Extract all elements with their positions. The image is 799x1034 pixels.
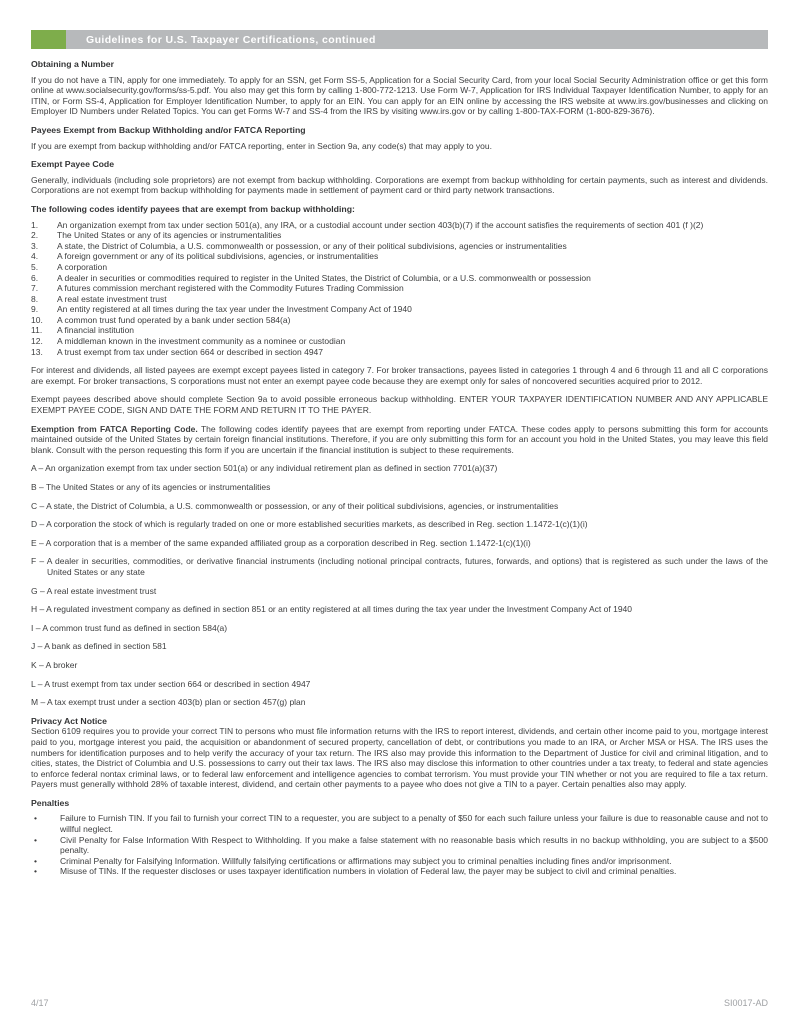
fatca-code-l: L – A trust exempt from tax under section 664 or described in section 4947 <box>31 678 311 689</box>
list-text: A real estate investment trust <box>57 293 167 304</box>
bullet-marker: • <box>34 813 37 824</box>
paragraph-obtaining-a-number: If you do not have a TIN, apply for one immediately. To apply for an SSN, get Form SS-5, Application for a Social Security Card, from your local Social Security Administration office or get this form online at www.socialsecurity.gov/forms/ss-5.pdf. You also may get this form by calling 1-800-772-1213. Use Form W-7, Application for IRS Individual Taxpayer Identification Number, to apply for an ITIN, or Form SS-4, Application for Employer Identification Number, to apply for an EIN. You can apply for an EIN online by accessing the IRS website at www.irs.gov/businesses and clicking on Employer ID Numbers under Related Topics. You can get Forms W-7 and SS-4 from the IRS by visiting www.irs.gov or by calling 1-800-TAX-FORM (1-800-829-3676). <box>31 74 768 117</box>
list-text: A corporation <box>57 261 108 272</box>
list-number: 10. <box>31 314 43 325</box>
exempt-codes-list <box>31 220 768 358</box>
heading-codes-intro: The following codes identify payees that are exempt from backup withholding: <box>31 203 355 214</box>
exempt-code-item-13 <box>31 347 768 358</box>
fatca-code-b: B – The United States or any of its agencies or instrumentalities <box>31 482 271 492</box>
list-text: A middleman known in the investment community as a nominee or custodian <box>57 336 346 347</box>
page-number: 4/17 <box>31 998 49 1008</box>
paragraph-fatca-exemption <box>31 424 768 456</box>
list-text: A common trust fund operated by a bank under section 584(a) <box>57 314 291 325</box>
exempt-code-item-2 <box>31 230 768 241</box>
paragraph-payees-exempt: If you are exempt from backup withholding and/or FATCA reporting, enter in Section 9a, any code(s) that may apply to you. <box>31 140 492 151</box>
penalty-item-1 <box>31 813 768 834</box>
list-text: A financial institution <box>57 325 135 336</box>
list-text: The United States or any of its agencies or instrumentalities <box>57 230 282 241</box>
bullet-marker: • <box>34 866 37 877</box>
fatca-code-g: G – A real estate investment trust <box>31 585 157 596</box>
penalty-item-4 <box>31 866 768 877</box>
list-text: An entity registered at all times during the tax year under the Investment Company Act of 1940 <box>57 304 412 315</box>
fatca-codes-list <box>31 463 768 707</box>
penalty-text: Civil Penalty for False Information With Respect to Withholding. If you make a false statement with no reasonable basis which results in no backup withholding, you are subject to a $500 penalty. <box>60 834 768 856</box>
list-number: 8. <box>31 293 39 304</box>
fatca-code-h: H – A regulated investment company as defined in section 851 or an entity registered at all times during the tax year under the Investment Company Act of 1940 <box>31 604 633 615</box>
heading-obtaining-a-number: Obtaining a Number <box>31 59 115 69</box>
list-text: A state, the District of Columbia, a U.S. commonwealth or possession, or any of their political subdivisions, agencies or instrumentalities <box>57 240 567 251</box>
list-number: 2. <box>31 230 39 241</box>
page-header <box>31 30 768 49</box>
paragraph-exempt-payees-complete: Exempt payees described above should complete Section 9a to avoid possible erroneous backup withholding. ENTER YOUR TAXPAYER IDENTIFICATION NUMBER AND ANY APPLICABLE EXEMPT PAYEE CODE, SIGN AND DATE THE FORM AND RETURN IT TO THE PAYER. <box>31 394 768 416</box>
penalty-item-3 <box>31 856 768 867</box>
page-title: Guidelines for U.S. Taxpayer Certifications, continued <box>86 33 376 46</box>
exempt-code-item-3 <box>31 241 768 252</box>
list-number: 5. <box>31 261 39 272</box>
list-number: 7. <box>31 283 39 294</box>
fatca-code-i: I – A common trust fund as defined in section 584(a) <box>31 622 228 633</box>
penalties-list <box>31 813 768 877</box>
doc-code: SI0017-AD <box>723 998 768 1008</box>
heading-privacy-act-notice: Privacy Act Notice <box>31 715 107 726</box>
list-text: An organization exempt from tax under section 501(a), any IRA, or a custodial account under section 403(b)(7) if the account satisfies the requirements of section 401 (f )(2) <box>57 219 704 230</box>
fatca-code-a: A – An organization exempt from tax under section 501(a) or any individual retirement plan as defined in section 7701(a)(37) <box>31 463 498 474</box>
paragraph-exempt-payee-code: Generally, individuals (including sole proprietors) are not exempt from backup withholding. Corporations are exempt from backup withholding for certain payments, such as interest and dividends. Corporations are not exempt from backup withholding for payments made in settlement of payment card or third party network transactions. <box>31 174 768 196</box>
penalty-text: Misuse of TINs. If the requester discloses or uses taxpayer identification numbers in violation of Federal law, the payer may be subject to civil and criminal penalties. <box>60 866 677 877</box>
heading-payees-exempt: Payees Exempt from Backup Withholding and/or FATCA Reporting <box>31 124 306 135</box>
list-number: 1. <box>31 219 39 230</box>
list-number: 6. <box>31 272 39 283</box>
exempt-code-item-9 <box>31 304 768 315</box>
heading-penalties: Penalties <box>31 797 70 808</box>
document-content <box>31 59 768 885</box>
list-text: A foreign government or any of its political subdivisions, agencies, or instrumentalities <box>57 251 379 262</box>
list-number: 12. <box>31 336 43 347</box>
penalty-text: Failure to Furnish TIN. If you fail to furnish your correct TIN to a requester, you are subject to a penalty of $50 for each such failure unless your failure is due to reasonable cause and not to willful neglect. <box>60 813 768 835</box>
exempt-code-item-1 <box>31 220 768 231</box>
fatca-lead-body: The following codes identify payees that are exempt from reporting under FATCA. These codes apply to persons submitting this form for accounts maintained outside of the United States by certain foreign financial institutions. Therefore, if you are only submitting this form for an account you hold in the United States, you may leave this field blank. Consult with the person requesting this form if you are uncertain if the financial institution is subject to these requirements. <box>31 423 769 455</box>
heading-exempt-payee-code: Exempt Payee Code <box>31 159 115 170</box>
paragraph-privacy-act-notice: Section 6109 requires you to provide your correct TIN to persons who must file information returns with the IRS to report interest, dividends, and certain other income paid to you, mortgage interest paid to you, mortgage interest you paid, the acquisition or abandonment of secured property, cancellation of debt, or contributions you made to an IRA, or Archer MSA or HSA. The IRS uses the numbers for identification purposes and to help verify the accuracy of your tax return. The IRS also may provide this information to the Department of Justice for civil and criminal litigation, and to cities, states, the District of Columbia and U.S. possessions to carry out their tax laws. The IRS also may disclose this information to other countries under a tax treaty, to federal and state agencies to enforce federal nontax criminal laws, or to federal law enforcement and intelligence agencies to combat terrorism. You must provide your TIN whether or not you are required to file a tax return. Payers must generally withhold 28% of taxable interest, dividend, and certain other payments to a payee who does not give a TIN to a payer. Certain penalties also may apply. <box>31 726 768 790</box>
fatca-code-k: K – A broker <box>31 659 78 670</box>
header-title-bar <box>66 30 768 49</box>
exempt-code-item-10 <box>31 315 768 326</box>
exempt-code-item-12 <box>31 336 768 347</box>
list-number: 13. <box>31 346 43 357</box>
fatca-code-j: J – A bank as defined in section 581 <box>31 641 167 652</box>
exempt-code-item-5 <box>31 262 768 273</box>
fatca-code-d: D – A corporation the stock of which is regularly traded on one or more established securities markets, as described in Reg. section 1.1472-1(c)(1)(i) <box>31 519 588 530</box>
penalty-item-2 <box>31 835 768 856</box>
exempt-code-item-6 <box>31 273 768 284</box>
list-number: 3. <box>31 240 39 251</box>
list-number: 11. <box>31 325 43 336</box>
bullet-marker: • <box>34 855 37 866</box>
page-footer <box>31 998 768 1008</box>
exempt-code-item-8 <box>31 294 768 305</box>
list-text: A futures commission merchant registered with the Commodity Futures Trading Commission <box>57 283 404 294</box>
list-text: A trust exempt from tax under section 664 or described in section 4947 <box>57 346 324 357</box>
bullet-marker: • <box>34 834 37 845</box>
exempt-code-item-11 <box>31 325 768 336</box>
fatca-code-c: C – A state, the District of Columbia, a U.S. commonwealth or possession, or any of their political subdivisions, agencies, or instrumentalities <box>31 500 559 511</box>
fatca-code-m: M – A tax exempt trust under a section 403(b) plan or section 457(g) plan <box>31 697 306 708</box>
fatca-code-e: E – A corporation that is a member of the same expanded affiliated group as a corporation described in Reg. section 1.1472-1(c)(1)(i) <box>31 537 531 548</box>
list-number: 9. <box>31 304 39 315</box>
header-accent-block <box>31 30 66 49</box>
exempt-code-item-4 <box>31 251 768 262</box>
exempt-code-item-7 <box>31 283 768 294</box>
penalty-text: Criminal Penalty for Falsifying Information. Willfully falsifying certifications or affirmations may subject you to criminal penalties including fines and/or imprisonment. <box>60 855 672 866</box>
list-number: 4. <box>31 251 39 262</box>
fatca-lead-label: Exemption from FATCA Reporting Code. <box>31 423 198 434</box>
fatca-code-f: F – A dealer in securities, commodities, or derivative financial instruments (including notional principal contracts, futures, forwards, and options) that is registered as such under the laws of the United States or any state <box>31 556 768 577</box>
paragraph-interest-dividends: For interest and dividends, all listed payees are exempt except payees listed in category 7. For broker transactions, payees listed in categories 1 through 4 and 6 through 11 and all C corporations are exempt. For broker transactions, S corporations must not enter an exempt payee code because they are exempt only for sales of noncovered securities acquired prior to 2012. <box>31 365 768 386</box>
list-text: A dealer in securities or commodities required to register in the United States, the District of Columbia, or a U.S. commonwealth or possession <box>57 272 591 283</box>
